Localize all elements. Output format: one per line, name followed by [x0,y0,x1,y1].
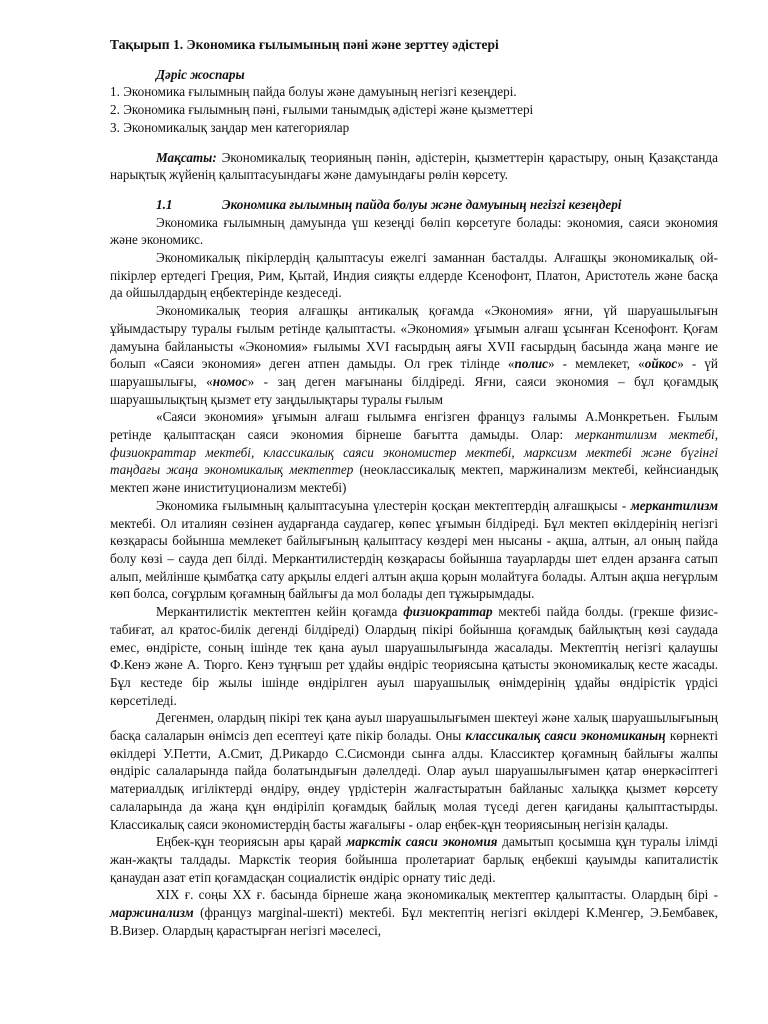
goal-label: Мақсаты: [156,149,217,165]
term-nomos: номос [212,373,248,389]
paragraph [110,833,718,886]
paragraph [110,709,718,833]
text-run: » - заң деген мағынаны білдіреді. Яғни, саяси экономия – бұл қоғамдық шаруашылықтың қызмет ету заңдылықтары туралы ғылым [110,373,718,407]
text-run: Дегенмен, олардың пікірі тек қана ауыл шаруашылығымен шектеуі және халық шаруашылығының басқа салаларын өнімсіз деп есептеуі қате пікір болады. Оны [110,710,718,744]
text-run: Экономика ғылымның қалыптасуына үлестерін қосқан мектептердің алғашқысы - [156,497,631,513]
paragraph: Экономикалық пікірлердің қалыптасуы ежелгі заманнан басталды. Алғашқы экономикалық ой-пікірлер ертедегі Греция, Рим, Қытай, Индия сияқты елдерде Ксенофонт, Платон, Аристотель және басқа да ойшылдардың еңбектерінде кездеседі. [110,250,718,301]
schools-list: меркантилизм мектебі, физиократтар мектебі, классикалық саяси экономистер мектебі, марксизм мектебі және бүгінгі таңдағы жаңа экономикалық мектептер [110,427,718,478]
text-run: (француз маrginal-шекті) мектебі. Бұл мектептің негізгі өкілдері К.Менгер, Э.Бембавек, В.Визер. Олардың қарастырған негізгі мәселесі, [110,905,718,938]
text-run: Еңбек-құн теориясын ары қарай [156,834,347,850]
paragraph [110,497,718,603]
goal-paragraph [110,149,718,184]
text-run: дамытып қосымша құн туралы ілімді жан-жақты талдады. Маркстік теория бойынша пролетариат барлық еңбекші қауымды капиталистік қанаудан азат етіп қоғамдасқан социалистік өндіріс орнату тиіс деді. [110,834,718,885]
paragraph [110,302,718,408]
term-physiocrats: физиократтар [403,604,493,620]
term-marxist-economy: маркстік саяси экономия [346,834,498,850]
text-run: (неоклассикалық мектеп, маржинализм мектебі, кейнсиандық мектеп және иниституционализм мектебі) [110,462,718,496]
document-body [110,36,718,939]
section-title: Экономика ғылымның пайда болуы және дамуының негізгі кезеңдері [222,196,622,212]
text-run: мектебі пайда болды. (грекше физис-табиғат, ал кратос-билік дегенді білдіреді) Олардың пікірі бойынша қоғамдық байлықтың көзі саудада емес, өндірісте, соның ішінде тек қана ауыл шаруашылығында жасалады. Мектептің негізгі қалаушы Ф.Кенэ және А. Тюрго. Кенэ тұңғыш рет ұдайы өндіріс теориясына қатысты экономикалық кесте жасады. Бұл кестеде бір жылы ішінде өндірілген ауыл шаруашылық өнімдерінің ұдайы өндірістік үрдісі көрсетіледі. [110,604,718,708]
text-run: XIX ғ. соңы XX ғ. басында бірнеше жаңа экономикалық мектептер қалыптасты. Олардың бірі - [156,887,718,903]
plan-item: 2. Экономика ғылымның пәні, ғылыми танымдық әдістері және қызметтері [110,102,534,118]
paragraph [110,886,718,939]
paragraph [110,603,718,709]
term-marginalism: маржинализм [110,905,194,921]
text-run: «Саяси экономия» ұғымын алғаш ғылымға енгізген француз ғалымы А.Монкретьен. Ғылым ретінде қалыптасқан саяси экономия бірнеше бағытта дамыды. Олар: [110,409,718,443]
section-heading [110,196,718,214]
plan-heading: Дәріс жоспары [156,66,245,82]
text-run: көрнекті өкілдері У.Петти, А.Смит, Д.Рикардо С.Сисмонди сынға алды. Классиктер қоғамның байлығы жалпы өндіріс салаларында пайда болатындығын дәлелдеді. Олар ауыл шаруашылығымен қатар өнеркәсіптегі материалдық игіліктерді өндіру, өндеу үрдістерін жалғастыратын байланыс халыққа қызмет көрсету салаларында да жаңа құн өндіріліп қоғамдық байлық молая түседі деген қағиданы қалыптастырды. Классикалық саяси экономистердің басты жағалығы - олар еңбек-құн теориясының негізін қалады. [110,728,718,832]
text-run: » - мемлекет, « [548,356,645,372]
term-oikos: ойкос [644,356,678,372]
term-mercantilism: меркантилизм [630,497,718,513]
plan-item: 3. Экономикалық заңдар мен категориялар [110,119,350,135]
text-run: мектебі. Ол италиян сөзінен аударғанда саудагер, көпес ұғымын білдіреді. Бұл мектеп өкілдерінің негізгі көзқарасы бойынша мемлекет байлығының қалыптасу көздері мен нысаны - ақша, алтын, ал оның пайда болу көзі – сауда деп білді. Меркантилистердің көзқарасы бойынша тауарларды шет елден арзанға сатып алып, мейлінше қымбатқа сату арқылы елдегі алтын ақша қорын молайтуға болады. Алтын ақша неғұрлым көп болса, соғұрлым қоғамның байлығы да мол болады деп тұжырымдады. [110,515,718,602]
text-run: Меркантилистік мектептен кейін қоғамда [156,604,404,620]
goal-text: Экономикалық теорияның пәнін, әдістерін, қызметтерін қарастыру, оның Қазақстанда нарықтық жүйенің қалыптасуындағы және дамуындағы рөлін көрсету. [110,149,718,183]
plan-item: 1. Экономика ғылымның пайда болуы және дамуының негізгі кезеңдері. [110,84,517,100]
paragraph [110,408,718,497]
term-polis: полис [514,356,549,372]
paragraph: Экономика ғылымның дамуында үш кезеңді бөліп көрсетуге болады: экономия, саяси экономия және экономикс. [110,214,718,248]
text-run: Экономикалық теория алғашқы антикалық қоғамда «Экономия» яғни, үй шаруашылығын ұйымдастыру туралы ғылым ретінде қалыптасты. «Экономия» ұғымын алғаш ұсынған Ксенофонт. Қоғам дамуына байланысты «Экономия» ғылымы XVI ғасырдың аяғы XVII ғасырдың басында жаңа мәнге ие болып «Саяси экономия» деген атпен дамыды. Ол грек тілінде « [110,303,718,372]
document-title: Тақырып 1. Экономика ғылымының пәні және зерттеу әдістері [110,37,499,52]
text-run: » - үй шаруашылығы, « [110,356,718,389]
term-classical-economy: классикалық саяси экономиканың [465,728,666,744]
section-number: 1.1 [156,196,173,212]
